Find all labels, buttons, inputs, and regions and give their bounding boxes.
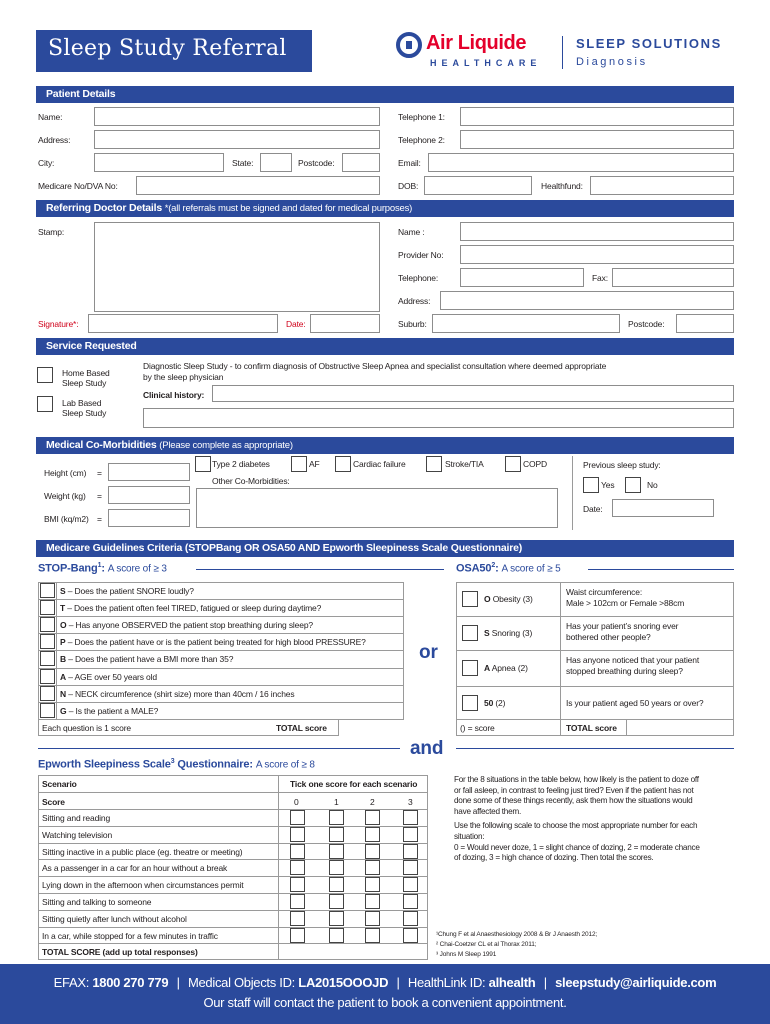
state-label: State:	[232, 158, 254, 168]
stopbang-row-rule	[38, 685, 404, 686]
epworth-total-field[interactable]	[279, 944, 427, 958]
stopbang-checkbox[interactable]	[40, 669, 55, 684]
doctor-telephone-field[interactable]	[460, 268, 584, 287]
scenario-score-checkbox[interactable]	[290, 860, 305, 875]
referring-doctor-header: Referring Doctor Details *(all referrals must be signed and dated for medical purposes)	[36, 200, 734, 217]
and-rule-left	[38, 748, 400, 749]
osa50-checkbox[interactable]	[462, 695, 478, 711]
product-sub: Diagnosis	[576, 56, 648, 68]
score-column-header: 3	[408, 797, 413, 807]
stopbang-checkbox[interactable]	[40, 634, 55, 649]
scenario-score-checkbox[interactable]	[290, 911, 305, 926]
other-comorbidities-label: Other Co-Morbidities:	[212, 476, 290, 486]
stopbang-question: S – Does the patient SNORE loudly?	[60, 586, 194, 596]
comorbid-divider	[572, 456, 573, 530]
osa50-total-divider	[626, 719, 627, 736]
osa50-question: Waist circumference: Male > 102cm or Female >88cm	[566, 587, 685, 608]
weight-label: Weight (kg)	[44, 491, 86, 501]
healthfund-label: Healthfund:	[541, 181, 583, 191]
email-label: Email:	[398, 158, 421, 168]
stopbang-checkbox[interactable]	[40, 600, 55, 615]
healthlink-value: alhealth	[488, 975, 536, 990]
scenario-score-checkbox[interactable]	[365, 860, 380, 875]
stopbang-total-field[interactable]	[338, 720, 404, 736]
scenario-score-checkbox[interactable]	[329, 894, 344, 909]
clinical-history-label: Clinical history:	[143, 390, 205, 400]
height-field[interactable]	[108, 463, 190, 481]
comorbidities-header: Medical Co-Morbidities (Please complete as appropriate)	[36, 437, 734, 454]
name-label: Name:	[38, 112, 63, 122]
scenario-score-checkbox[interactable]	[403, 911, 418, 926]
brand-name: Air Liquide	[426, 32, 527, 54]
medicare-guidelines-header: Medicare Guidelines Criteria (STOPBang OR OSA50 AND Epworth Sleepiness Scale Questionnaire)	[36, 540, 734, 557]
logo-divider	[562, 36, 563, 69]
scenario-score-checkbox[interactable]	[365, 844, 380, 859]
height-label: Height (cm)	[44, 468, 87, 478]
scenario-score-checkbox[interactable]	[365, 810, 380, 825]
scenario-score-checkbox[interactable]	[290, 810, 305, 825]
scenario-label: Sitting inactive in a public place (eg. theatre or meeting)	[42, 846, 243, 857]
stroke-tia-label: Stroke/TIA	[445, 459, 484, 469]
dob-label: DOB:	[398, 181, 419, 191]
and-rule-right	[456, 748, 734, 749]
scenario-score-checkbox[interactable]	[403, 894, 418, 909]
osa50-rule	[588, 569, 734, 570]
osa50-row-rule	[456, 650, 734, 651]
scenario-score-checkbox[interactable]	[403, 810, 418, 825]
patient-address-field[interactable]	[94, 130, 380, 149]
scenario-label: Sitting and reading	[42, 813, 111, 823]
score-header: Score	[42, 797, 65, 807]
stopbang-checkbox[interactable]	[40, 651, 55, 666]
email-field[interactable]	[428, 153, 734, 172]
epworth-col-divider	[278, 775, 279, 960]
efax-label: EFAX:	[53, 975, 93, 990]
bmi-label: BMI (kq/m2)	[44, 514, 89, 524]
scenario-score-checkbox[interactable]	[365, 827, 380, 842]
medical-objects-label: Medical Objects ID:	[187, 975, 299, 990]
weight-field[interactable]	[108, 486, 190, 504]
scenario-score-checkbox[interactable]	[365, 877, 380, 892]
provider-field[interactable]	[460, 245, 734, 264]
epworth-total-label: TOTAL SCORE (add up total responses)	[42, 947, 198, 958]
scenario-label: Watching television	[42, 829, 113, 840]
cardiac-failure-label: Cardiac failure	[353, 459, 406, 469]
doctor-postcode-label: Postcode:	[628, 319, 665, 329]
stopbang-footer-left: Each question is 1 score	[42, 723, 132, 733]
efax-value: 1800 270 779	[92, 975, 169, 990]
stopbang-checkbox[interactable]	[40, 703, 55, 718]
type2-diabetes-label: Type 2 diabetes	[212, 459, 270, 469]
references: ¹Chung F et al Anaesthesiology 2008 & Br J Anaesth 2012; ² Chai-Coetzer CL et al Thorax 2011; ³ Johns M Sleep 1991	[436, 931, 598, 958]
scenario-score-checkbox[interactable]	[365, 894, 380, 909]
signature-date-label: Date:	[286, 319, 306, 329]
contact-line: EFAX: 1800 270 779 | Medical Objects ID: LA2015OOOJD | HealthLink ID: alhealth | sleepstudy@airliquide.com	[53, 975, 717, 990]
air-liquide-logo-icon	[396, 32, 426, 58]
osa50-question: Has your patient’s snoring ever bothered other people?	[566, 621, 679, 642]
stamp-label: Stamp:	[38, 227, 65, 237]
scenario-header: Scenario	[42, 779, 77, 789]
osa50-col-divider	[560, 582, 561, 736]
stopbang-row-rule	[38, 650, 404, 651]
scenario-score-checkbox[interactable]	[290, 928, 305, 943]
air-liquide-logo	[396, 32, 554, 74]
stopbang-question: T – Does the patient often feel TIRED, fatigued or sleep during daytime?	[60, 603, 322, 614]
service-requested-header: Service Requested	[36, 338, 734, 355]
stopbang-row-rule	[38, 702, 404, 703]
lab-based-checkbox[interactable]	[37, 396, 53, 412]
scenario-label: In a car, while stopped for a few minutes in traffic	[42, 930, 218, 941]
page-title: Sleep Study Referral	[48, 36, 287, 61]
scenario-score-checkbox[interactable]	[365, 928, 380, 943]
telephone2-label: Telephone 2:	[398, 135, 445, 145]
previous-yes-label: Yes	[601, 480, 615, 490]
epworth-title: Epworth Sleepiness Scale$^3$ Questionnaire: A score of ≥ 8	[38, 758, 315, 771]
city-field[interactable]	[94, 153, 224, 172]
copd-label: COPD	[523, 459, 547, 469]
osa50-item: 50 (2)	[484, 697, 506, 708]
osa50-footer-rule	[456, 719, 734, 720]
signature-field[interactable]	[88, 314, 278, 333]
previous-date-label: Date:	[583, 504, 603, 514]
osa50-item: S Snoring (3)	[484, 628, 533, 638]
af-checkbox[interactable]	[291, 456, 307, 472]
signature-date-field[interactable]	[310, 314, 380, 333]
stamp-box[interactable]	[94, 222, 380, 312]
scenario-label: As a passenger in a car for an hour without a break	[42, 863, 228, 874]
scenario-score-checkbox[interactable]	[290, 894, 305, 909]
clinical-history-field-2[interactable]	[143, 408, 734, 428]
or-label: or	[419, 642, 438, 663]
scenario-label: Sitting quietly after lunch without alcohol	[42, 913, 187, 924]
scenario-score-checkbox[interactable]	[329, 860, 344, 875]
osa50-question: Has anyone noticed that your patient stopped breathing during sleep?	[566, 655, 700, 676]
cardiac-failure-checkbox[interactable]	[335, 456, 351, 472]
clinical-history-field-1[interactable]	[212, 385, 734, 402]
postcode-field[interactable]	[342, 153, 380, 172]
previous-no-checkbox[interactable]	[625, 477, 641, 493]
fax-field[interactable]	[612, 268, 734, 287]
scenario-score-checkbox[interactable]	[329, 928, 344, 943]
doctor-telephone-label: Telephone:	[398, 273, 439, 283]
osa50-footer-right: TOTAL score	[566, 723, 617, 733]
osa50-row-rule	[456, 686, 734, 687]
scenario-score-checkbox[interactable]	[329, 911, 344, 926]
previous-study-label: Previous sleep study:	[583, 460, 661, 470]
stopbang-row-rule	[38, 668, 404, 669]
product-line: SLEEP SOLUTIONS	[576, 36, 722, 51]
osa50-item: O Obesity (3)	[484, 594, 533, 604]
patient-name-field[interactable]	[94, 107, 380, 126]
stopbang-rule	[196, 569, 444, 570]
signature-label: Signature*:	[38, 319, 79, 329]
address-label: Address:	[38, 135, 71, 145]
dob-field[interactable]	[424, 176, 532, 195]
stopbang-title: STOP-Bang$^1$: A score of ≥ 3	[38, 562, 167, 575]
suburb-field[interactable]	[432, 314, 620, 333]
telephone1-label: Telephone 1:	[398, 112, 445, 122]
stroke-tia-checkbox[interactable]	[426, 456, 442, 472]
scenario-score-checkbox[interactable]	[403, 860, 418, 875]
scenario-score-checkbox[interactable]	[329, 877, 344, 892]
other-comorbidities-field[interactable]	[196, 488, 558, 528]
scenario-score-checkbox[interactable]	[403, 827, 418, 842]
footer-tagline: Our staff will contact the patient to book a convenient appointment.	[203, 995, 567, 1010]
brand-sub: HEALTHCARE	[430, 58, 542, 68]
stopbang-question: P – Does the patient have or is the patient being treated for high blood PRESSURE?	[60, 637, 366, 648]
bmi-field[interactable]	[108, 509, 190, 527]
epworth-instructions: For the 8 situations in the table below, how likely is the patient to doze off or fall asleep, in contrast to feeling just tired? Even if the patient has not done some of these things recently, ask them how the situations would have affected them. Use the following scale to choose the most appropriate number for each situation: 0 = Would never doze, 1 = slight chance of dozing, 2 = moderate chance of dozing, 3 = high chance of dozing. Then total the scores.	[454, 775, 700, 863]
weight-eq: =	[97, 491, 102, 501]
score-column-header: 1	[334, 797, 339, 807]
previous-date-field[interactable]	[612, 499, 714, 517]
healthfund-field[interactable]	[590, 176, 734, 195]
healthlink-label: HealthLink ID:	[407, 975, 489, 990]
stopbang-box-divider	[56, 582, 57, 719]
scenario-score-checkbox[interactable]	[329, 844, 344, 859]
stopbang-checkbox[interactable]	[40, 686, 55, 701]
stopbang-question: B – Does the patient have a BMI more than 35?	[60, 654, 234, 665]
and-label: and	[410, 738, 444, 759]
stopbang-question: O – Has anyone OBSERVED the patient stop breathing during sleep?	[60, 620, 313, 631]
height-eq: =	[97, 468, 102, 478]
score-column-header: 0	[294, 797, 299, 807]
scenario-label: Sitting and talking to someone	[42, 897, 152, 907]
stopbang-question: A – AGE over 50 years old	[60, 671, 157, 682]
bmi-eq: =	[97, 514, 102, 524]
footer-email-link[interactable]: sleepstudy@airliquide.com	[555, 975, 717, 990]
doctor-name-label: Name :	[398, 227, 425, 237]
doctor-name-field[interactable]	[460, 222, 734, 241]
provider-label: Provider No:	[398, 250, 444, 260]
scenario-score-checkbox[interactable]	[329, 827, 344, 842]
af-label: AF	[309, 459, 320, 469]
osa50-item: A Apnea (2)	[484, 663, 528, 673]
previous-yes-checkbox[interactable]	[583, 477, 599, 493]
telephone2-field[interactable]	[460, 130, 734, 149]
osa50-checkbox[interactable]	[462, 591, 478, 607]
score-column-header: 2	[370, 797, 375, 807]
home-based-label: Home Based Sleep Study	[62, 368, 110, 388]
city-label: City:	[38, 158, 55, 168]
doctor-address-field[interactable]	[440, 291, 734, 310]
scenario-label: Lying down in the afternoon when circumstances permit	[42, 880, 244, 891]
osa50-checkbox[interactable]	[462, 660, 478, 676]
osa50-row-rule	[456, 616, 734, 617]
scenario-score-checkbox[interactable]	[403, 928, 418, 943]
medicare-field[interactable]	[136, 176, 380, 195]
previous-no-label: No	[647, 480, 658, 490]
osa50-checkbox[interactable]	[462, 625, 478, 641]
state-field[interactable]	[260, 153, 292, 172]
fax-label: Fax:	[592, 273, 608, 283]
suburb-label: Suburb:	[398, 319, 427, 329]
scenario-score-checkbox[interactable]	[403, 877, 418, 892]
scenario-score-checkbox[interactable]	[329, 810, 344, 825]
stopbang-checkbox[interactable]	[40, 617, 55, 632]
medicare-label: Medicare No/DVA No:	[38, 181, 118, 191]
lab-based-label: Lab Based Sleep Study	[62, 398, 107, 418]
stopbang-question: N – NECK circumference (shirt size) more than 40cm / 16 inches	[60, 688, 295, 699]
telephone1-field[interactable]	[460, 107, 734, 126]
scenario-score-checkbox[interactable]	[365, 911, 380, 926]
doctor-postcode-field[interactable]	[676, 314, 734, 333]
footer-bar	[0, 964, 770, 1024]
stopbang-row-rule	[38, 633, 404, 634]
stopbang-footer-right: TOTAL score	[276, 723, 327, 733]
tick-header: Tick one score for each scenario	[290, 779, 418, 789]
home-based-checkbox[interactable]	[37, 367, 53, 383]
stopbang-row-rule	[38, 616, 404, 617]
scenario-score-checkbox[interactable]	[290, 844, 305, 859]
service-description: Diagnostic Sleep Study - to confirm diagnosis of Obstructive Sleep Apnea and specialist consultation where deemed appropriate by the sleep physician	[143, 361, 607, 382]
type2-diabetes-checkbox[interactable]	[195, 456, 211, 472]
osa50-question: Is your patient aged 50 years or over?	[566, 698, 704, 708]
osa50-footer-left: () = score	[460, 723, 495, 733]
doctor-address-label: Address:	[398, 296, 431, 306]
copd-checkbox[interactable]	[505, 456, 521, 472]
epworth-header-rule	[38, 792, 428, 793]
scenario-score-checkbox[interactable]	[290, 827, 305, 842]
osa50-title: $OSA50^2$: A score of ≥ 5	[456, 562, 561, 575]
postcode-label: Postcode:	[298, 158, 335, 168]
scenario-score-checkbox[interactable]	[290, 877, 305, 892]
scenario-score-checkbox[interactable]	[403, 844, 418, 859]
patient-details-header: Patient Details	[36, 86, 734, 103]
stopbang-question: G – Is the patient a MALE?	[60, 705, 159, 716]
stopbang-checkbox[interactable]	[40, 583, 55, 598]
stopbang-row-rule	[38, 599, 404, 600]
medical-objects-value: LA2015OOOJD	[298, 975, 389, 990]
